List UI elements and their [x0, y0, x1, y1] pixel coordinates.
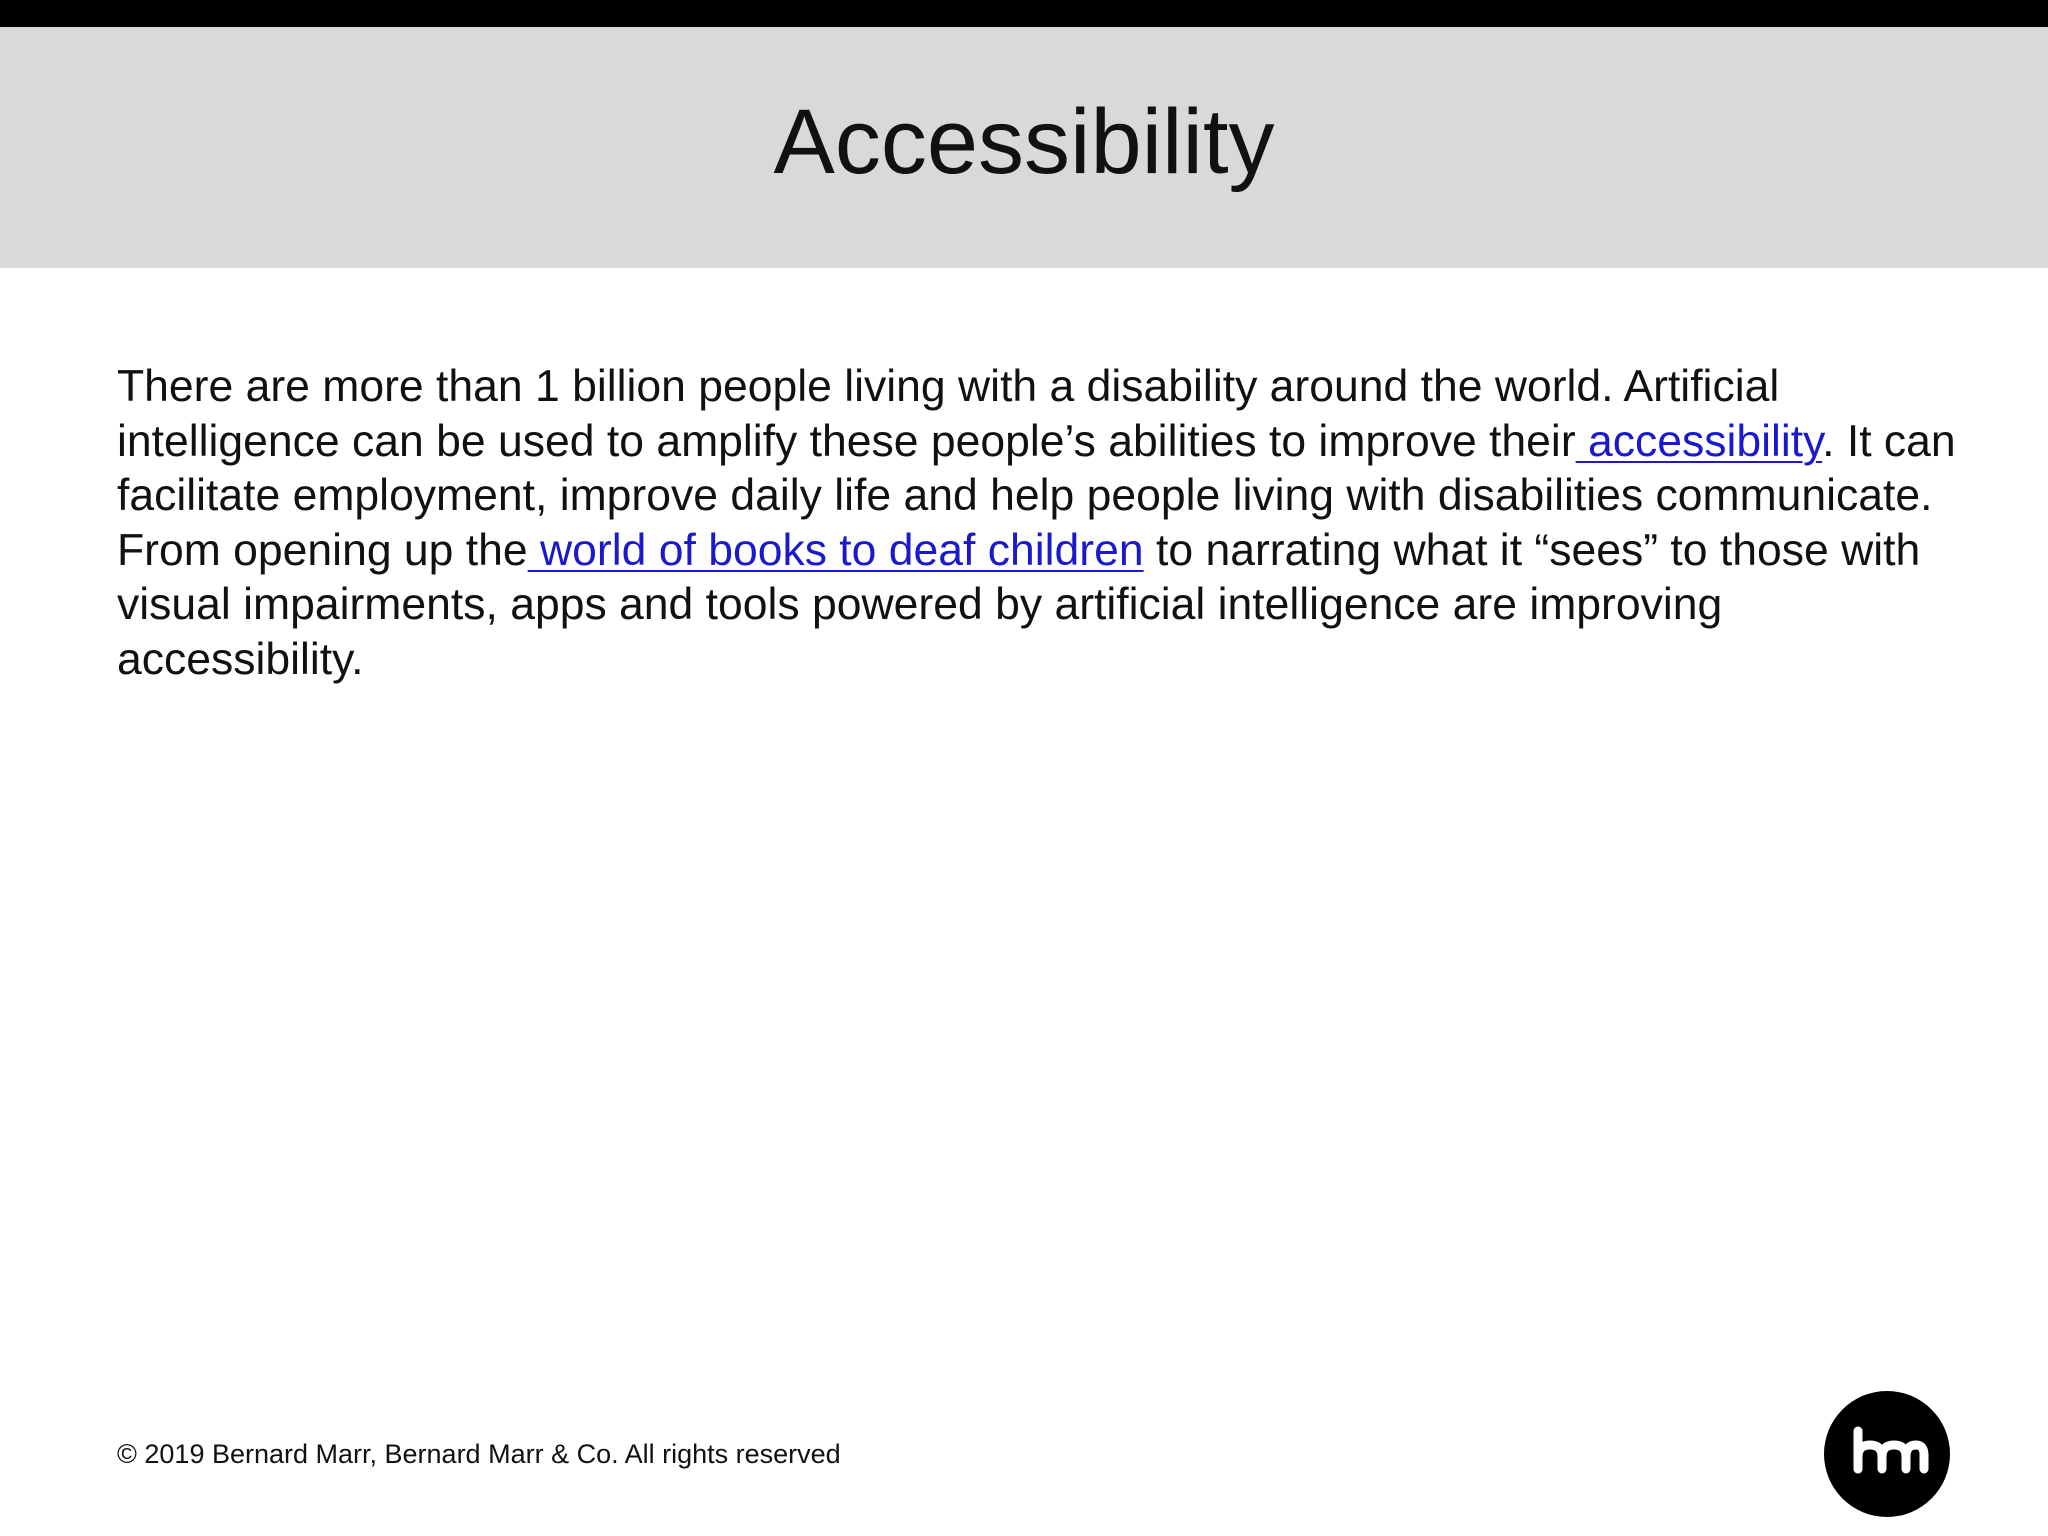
bm-logo-icon	[1824, 1391, 1950, 1517]
top-bar	[0, 0, 2048, 27]
world-of-books-link[interactable]: world of books to deaf children	[527, 525, 1144, 575]
slide-title: Accessibility	[773, 91, 1275, 193]
footer-copyright: © 2019 Bernard Marr, Bernard Marr & Co. All rights reserved	[117, 1439, 841, 1469]
paragraph-text-1: There are more than 1 billion people living with a disability around the world. Artificial intelligence can be used to amplify these people’s abilities to improve their	[117, 362, 1780, 466]
accessibility-link[interactable]: accessibility	[1575, 416, 1823, 466]
slide-body-paragraph	[117, 360, 1957, 688]
paragraph-text-3: to narrating what it “sees” to those with visual impairments, apps and tools powered by artificial intelligence are improving accessibility.	[117, 525, 1921, 684]
slide-header	[0, 27, 2048, 268]
paragraph-text-2: . It can facilitate employment, improve daily life and help people living with disabilities communicate. From opening up the	[117, 416, 1956, 575]
